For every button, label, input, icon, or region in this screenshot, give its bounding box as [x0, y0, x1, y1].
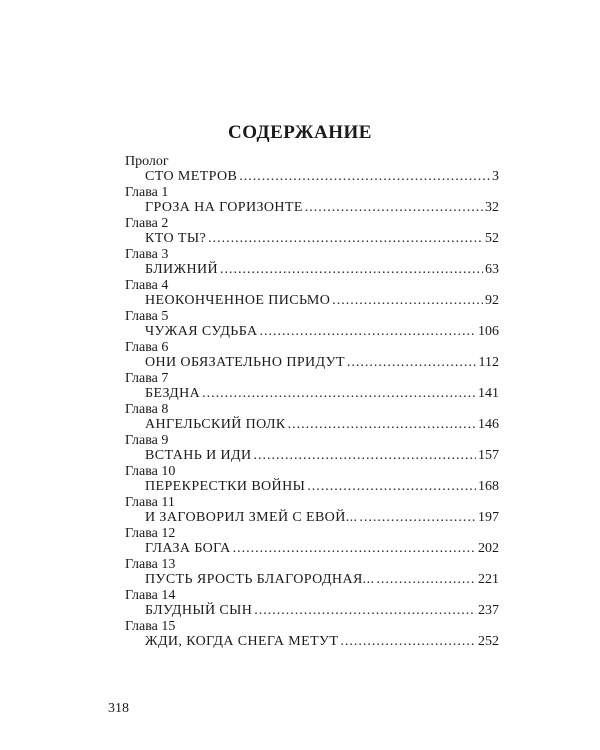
part-label: Глава 1	[125, 185, 169, 200]
page-ref: 141	[478, 386, 499, 401]
toc-line[interactable]	[125, 324, 499, 340]
page-ref: 202	[478, 541, 499, 556]
chapter-title: ЖДИ, КОГДА СНЕГА МЕТУТ	[145, 634, 339, 649]
part-label: Глава 2	[125, 216, 169, 231]
toc-line[interactable]	[125, 634, 499, 650]
page-ref: 221	[478, 572, 499, 587]
page-number: 318	[108, 701, 129, 716]
toc-entry	[125, 526, 499, 557]
toc-entry	[125, 340, 499, 371]
toc-line[interactable]	[125, 355, 499, 371]
part-label: Глава 5	[125, 309, 169, 324]
chapter-title: ГРОЗА НА ГОРИЗОНТЕ	[145, 200, 303, 215]
toc-entry	[125, 433, 499, 464]
toc-entry	[125, 464, 499, 495]
chapter-title: ОНИ ОБЯЗАТЕЛЬНО ПРИДУТ	[145, 355, 345, 370]
toc-entry	[125, 216, 499, 247]
toc-entry	[125, 278, 499, 309]
toc-line[interactable]	[125, 417, 499, 433]
toc-entry	[125, 557, 499, 588]
dot-leader	[359, 510, 476, 526]
dot-leader	[253, 448, 476, 464]
part-label: Глава 3	[125, 247, 169, 262]
chapter-title: ЧУЖАЯ СУДЬБА	[145, 324, 258, 339]
chapter-title: НЕОКОНЧЕННОЕ ПИСЬМО	[145, 293, 331, 308]
page-ref: 237	[478, 603, 499, 618]
toc-line[interactable]	[125, 293, 499, 309]
part-label: Глава 10	[125, 464, 176, 479]
page-ref: 146	[478, 417, 499, 432]
chapter-title: ГЛАЗА БОГА	[145, 541, 231, 556]
dot-leader	[220, 262, 483, 278]
toc-entry	[125, 495, 499, 526]
dot-leader	[254, 603, 476, 619]
toc-line[interactable]	[125, 541, 499, 557]
chapter-title: ПУСТЬ ЯРОСТЬ БЛАГОРОДНАЯ...	[145, 572, 375, 587]
page-ref: 63	[485, 262, 499, 277]
page-title: СОДЕРЖАНИЕ	[228, 122, 372, 143]
toc-line[interactable]	[125, 169, 499, 185]
chapter-title: И ЗАГОВОРИЛ ЗМЕЙ С ЕВОЙ...	[145, 510, 358, 525]
part-label: Глава 8	[125, 402, 169, 417]
chapter-title: ПЕРЕКРЕСТКИ ВОЙНЫ	[145, 479, 306, 494]
dot-leader	[340, 634, 476, 650]
dot-leader	[202, 386, 476, 402]
chapter-title: АНГЕЛЬСКИЙ ПОЛК	[145, 417, 286, 432]
part-label: Глава 13	[125, 557, 176, 572]
dot-leader	[260, 324, 476, 340]
dot-leader	[239, 169, 490, 185]
toc-entry	[125, 588, 499, 619]
page-ref: 112	[478, 355, 499, 370]
dot-leader	[332, 293, 483, 309]
table-of-contents	[125, 154, 499, 650]
part-label: Глава 4	[125, 278, 169, 293]
part-label: Глава 6	[125, 340, 169, 355]
dot-leader	[376, 572, 476, 588]
toc-line[interactable]	[125, 231, 499, 247]
toc-line[interactable]	[125, 572, 499, 588]
dot-leader	[208, 231, 483, 247]
toc-entry	[125, 154, 499, 185]
dot-leader	[233, 541, 476, 557]
page-ref: 52	[485, 231, 499, 246]
page-ref: 252	[478, 634, 499, 649]
toc-line[interactable]	[125, 603, 499, 619]
part-label: Глава 11	[125, 495, 175, 510]
chapter-title: БЕЗДНА	[145, 386, 201, 401]
page-ref: 197	[478, 510, 499, 525]
dot-leader	[305, 200, 483, 216]
page-ref: 106	[478, 324, 499, 339]
toc-line[interactable]	[125, 386, 499, 402]
toc-entry	[125, 309, 499, 340]
toc-line[interactable]	[125, 510, 499, 526]
dot-leader	[347, 355, 477, 371]
part-label: Глава 14	[125, 588, 176, 603]
page-ref: 157	[478, 448, 499, 463]
chapter-title: ВСТАНЬ И ИДИ	[145, 448, 252, 463]
part-label: Пролог	[125, 154, 169, 169]
page-ref: 32	[485, 200, 499, 215]
chapter-title: КТО ТЫ?	[145, 231, 207, 246]
part-label: Глава 12	[125, 526, 176, 541]
dot-leader	[307, 479, 476, 495]
toc-line[interactable]	[125, 448, 499, 464]
chapter-title: БЛИЖНИЙ	[145, 262, 218, 277]
chapter-title: БЛУДНЫЙ СЫН	[145, 603, 253, 618]
toc-entry	[125, 402, 499, 433]
toc-entry	[125, 247, 499, 278]
page-ref: 92	[485, 293, 499, 308]
page-ref: 3	[492, 169, 499, 184]
chapter-title: СТО МЕТРОВ	[145, 169, 238, 184]
part-label: Глава 9	[125, 433, 169, 448]
toc-entry	[125, 619, 499, 650]
dot-leader	[288, 417, 476, 433]
part-label: Глава 7	[125, 371, 169, 386]
part-label: Глава 15	[125, 619, 176, 634]
toc-line[interactable]	[125, 479, 499, 495]
page-ref: 168	[478, 479, 499, 494]
toc-line[interactable]	[125, 262, 499, 278]
toc-line[interactable]	[125, 200, 499, 216]
toc-entry	[125, 185, 499, 216]
toc-entry	[125, 371, 499, 402]
